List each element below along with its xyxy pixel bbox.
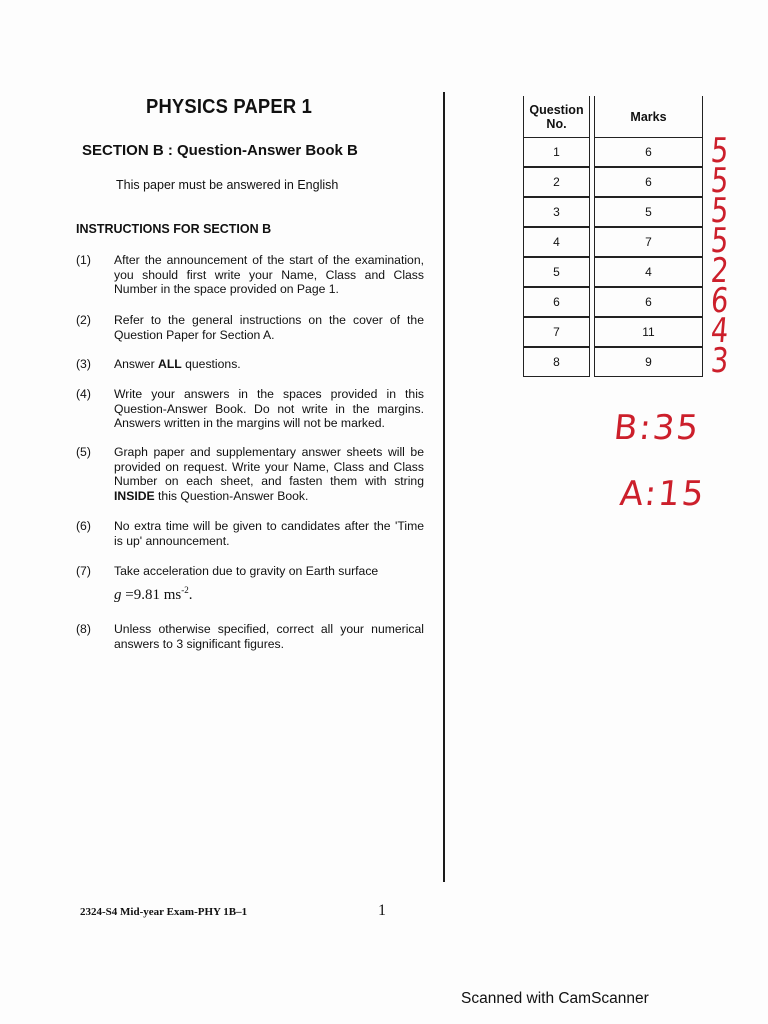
instruction-text: Unless otherwise specified, correct all your numerical answers to 3 significant figures. bbox=[114, 622, 424, 651]
marks-cell: 9 bbox=[594, 347, 703, 377]
page-number: 1 bbox=[378, 902, 386, 919]
gravity-formula bbox=[114, 583, 192, 603]
marks-cell: 4 bbox=[594, 257, 703, 287]
formula-value: =9.81 ms bbox=[121, 586, 182, 603]
instruction-text-part: this Question-Answer Book. bbox=[154, 488, 309, 503]
instruction-text-part: Take acceleration due to gravity on Earth surface bbox=[114, 564, 379, 578]
instruction-number: (3) bbox=[76, 357, 91, 371]
handwritten-score: 6 bbox=[709, 281, 730, 321]
scanner-watermark: Scanned with CamScanner bbox=[461, 990, 649, 1007]
marks-table-row bbox=[523, 318, 703, 348]
instruction-text-part: questions. bbox=[181, 357, 241, 371]
instruction-text: No extra time will be given to candidates after the 'Time is up' announcement. bbox=[114, 519, 424, 548]
marks-table-row bbox=[523, 258, 703, 288]
instruction-number: (4) bbox=[76, 387, 91, 401]
instructions-heading: INSTRUCTIONS FOR SECTION B bbox=[76, 222, 272, 236]
instruction-number: (7) bbox=[76, 564, 91, 578]
question-number-cell: 6 bbox=[523, 287, 590, 317]
footer-code: 2324-S4 Mid-year Exam-PHY 1B–1 bbox=[80, 906, 248, 918]
instruction-text bbox=[114, 445, 424, 503]
question-number-cell: 7 bbox=[523, 317, 590, 347]
instruction-1 bbox=[76, 253, 424, 297]
instruction-text bbox=[114, 564, 424, 602]
question-number-cell: 1 bbox=[523, 137, 590, 167]
handwritten-score: 5 bbox=[709, 161, 730, 201]
marks-table-row bbox=[523, 228, 703, 258]
handwritten-total-b: B:35 bbox=[611, 408, 703, 448]
header-marks: Marks bbox=[594, 96, 703, 138]
column-divider bbox=[443, 92, 445, 882]
instruction-text bbox=[114, 357, 424, 372]
marks-cell: 5 bbox=[594, 197, 703, 227]
marks-table-row bbox=[523, 348, 703, 378]
marks-table-row bbox=[523, 198, 703, 228]
question-number-cell: 8 bbox=[523, 347, 590, 377]
handwritten-total-a: A:15 bbox=[617, 474, 708, 514]
instruction-4 bbox=[76, 387, 424, 431]
instruction-number: (6) bbox=[76, 519, 91, 533]
marks-cell: 11 bbox=[594, 317, 703, 347]
marks-cell: 7 bbox=[594, 227, 703, 257]
handwritten-score: 5 bbox=[709, 131, 730, 171]
instruction-2 bbox=[76, 313, 424, 342]
handwritten-score: 5 bbox=[709, 191, 730, 231]
instruction-number: (2) bbox=[76, 313, 91, 327]
handwritten-score: 3 bbox=[709, 341, 730, 381]
formula-variable: g bbox=[114, 586, 122, 603]
instruction-text-part: Graph paper and supplementary answer sheets will be provided on request. Write your Name, Class and Class Number on each sheet, and fasten them with string bbox=[114, 445, 424, 489]
instruction-6 bbox=[76, 519, 424, 548]
instruction-8 bbox=[76, 622, 424, 651]
instruction-text-part: Answer bbox=[114, 357, 159, 371]
instruction-text: Write your answers in the spaces provided in this Question-Answer Book. Do not write in the margins. Answers written in the margins will not be marked. bbox=[114, 387, 424, 431]
handwritten-score: 2 bbox=[709, 251, 730, 291]
paper-title: PHYSICS PAPER 1 bbox=[146, 96, 313, 118]
header-question-no: Question No. bbox=[523, 96, 590, 138]
instruction-3 bbox=[76, 357, 424, 372]
instruction-text: After the announcement of the start of the examination, you should first write your Name, Class and Class Number in the space provided on Page 1. bbox=[114, 253, 424, 297]
formula-exponent: -2 bbox=[181, 584, 189, 595]
question-number-cell: 3 bbox=[523, 197, 590, 227]
instruction-text: Refer to the general instructions on the cover of the Question Paper for Section A. bbox=[114, 313, 424, 342]
instruction-7 bbox=[76, 564, 424, 602]
question-number-cell: 5 bbox=[523, 257, 590, 287]
handwritten-score: 4 bbox=[709, 311, 730, 351]
handwritten-score: 5 bbox=[709, 221, 730, 261]
handwritten-scores bbox=[706, 131, 756, 381]
marks-cell: 6 bbox=[594, 167, 703, 197]
instruction-number: (1) bbox=[76, 253, 91, 267]
instruction-number: (8) bbox=[76, 622, 91, 636]
instruction-emphasis: ALL bbox=[158, 357, 182, 371]
marks-table-row bbox=[523, 138, 703, 168]
marks-cell: 6 bbox=[594, 137, 703, 167]
marks-cell: 6 bbox=[594, 287, 703, 317]
language-note: This paper must be answered in English bbox=[116, 178, 339, 192]
marks-table-row bbox=[523, 288, 703, 318]
section-title: SECTION B : Question-Answer Book B bbox=[82, 142, 358, 159]
instruction-number: (5) bbox=[76, 445, 91, 459]
marks-table-row bbox=[523, 168, 703, 198]
question-number-cell: 2 bbox=[523, 167, 590, 197]
instruction-5 bbox=[76, 445, 424, 503]
instruction-emphasis: INSIDE bbox=[114, 488, 155, 503]
formula-end: . bbox=[188, 586, 193, 603]
question-number-cell: 4 bbox=[523, 227, 590, 257]
